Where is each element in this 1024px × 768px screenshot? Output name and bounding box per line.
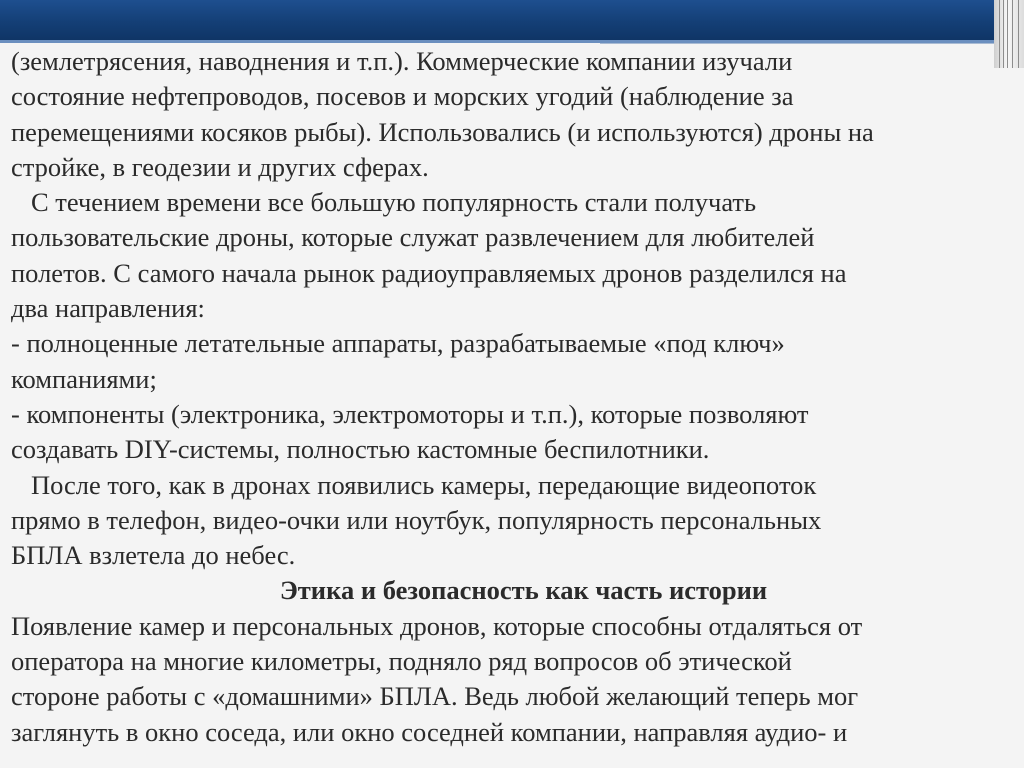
text-line: прямо в телефон, видео-очки или ноутбук, популярность персональных <box>11 504 822 535</box>
text-line: стороне работы с «домашними» БПЛА. Ведь любой желающий теперь мог <box>11 681 859 712</box>
list-item-line: - компоненты (электроника, электромоторы и т.п.), которые позволяют <box>11 398 809 429</box>
text-line: два направления: <box>11 293 205 324</box>
header-bar <box>0 0 1024 40</box>
body-text <box>11 44 1016 750</box>
text-line: Появление камер и персональных дронов, которые способны отдаляться от <box>11 610 863 641</box>
text-line: перемещениями косяков рыбы). Использовались (и используются) дроны на <box>11 116 874 147</box>
text-line: полетов. С самого начала рынок радиоуправляемых дронов разделился на <box>11 257 847 288</box>
list-item-line: - полноценные летательные аппараты, разрабатываемые «под ключ» <box>11 328 785 359</box>
text-line: После того, как в дронах появились камеры, передающие видеопоток <box>31 469 817 500</box>
text-line: С течением времени все большую популярность стали получать <box>31 187 757 218</box>
text-line: компаниями; <box>11 363 157 394</box>
text-line: пользовательские дроны, которые служат развлечением для любителей <box>11 222 815 253</box>
text-line: стройке, в геодезии и других сферах. <box>11 151 429 182</box>
text-line: состояние нефтепроводов, посевов и морских угодий (наблюдение за <box>11 81 794 112</box>
section-heading: Этика и безопасность как часть истории <box>279 575 768 606</box>
text-line: создавать DIY-системы, полностью кастомные беспилотники. <box>11 434 710 465</box>
text-line: оператора на многие километры, подняло ряд вопросов об этической <box>11 646 792 677</box>
text-line: заглянуть в окно соседа, или окно соседней компании, направляя аудио- и <box>11 716 848 747</box>
text-line: (землетрясения, наводнения и т.п.). Коммерческие компании изучали <box>11 46 793 76</box>
corner-stripe <box>1018 0 1019 68</box>
text-line: БПЛА взлетела до небес. <box>11 540 296 571</box>
